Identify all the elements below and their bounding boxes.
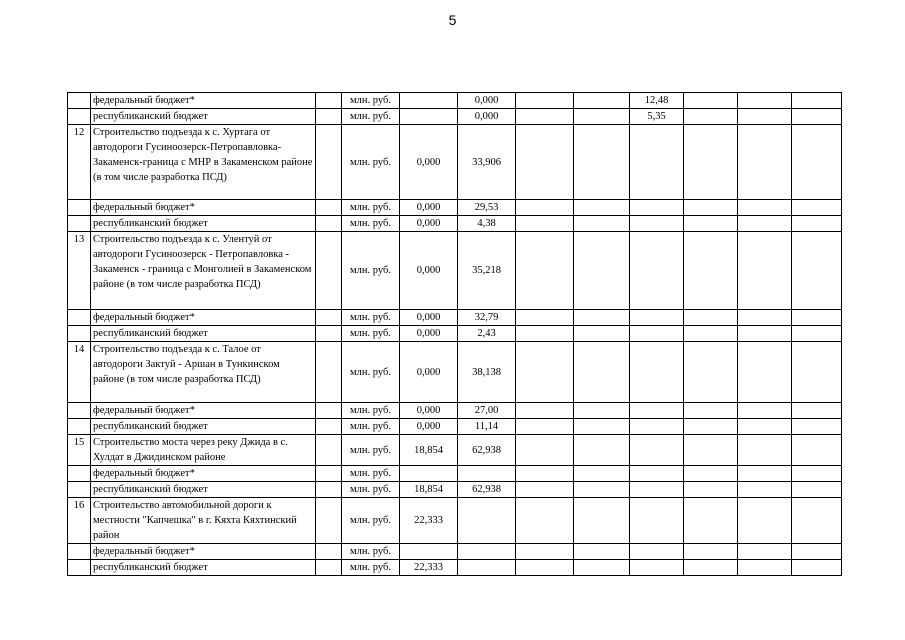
budget-source-row: [68, 466, 892, 482]
value-cell: 0,000: [400, 419, 458, 435]
budget-source-row: [68, 326, 892, 342]
value-cell: [684, 435, 738, 466]
value-cell: [630, 125, 684, 200]
value-cell: [630, 560, 684, 576]
unit-cell: млн. руб.: [342, 482, 400, 498]
value-cell: [738, 466, 792, 482]
value-cell: [792, 419, 842, 435]
value-cell: [684, 466, 738, 482]
budget-source-label: республиканский бюджет: [91, 216, 316, 232]
value-cell: 22,333: [400, 560, 458, 576]
blank-cell: [316, 109, 342, 125]
value-cell: 0,000: [458, 93, 516, 109]
budget-table: [67, 92, 892, 576]
value-cell: [792, 482, 842, 498]
value-cell: [516, 560, 574, 576]
value-cell: [684, 200, 738, 216]
row-number: [68, 93, 91, 109]
value-cell: [792, 93, 842, 109]
value-cell: 0,000: [400, 200, 458, 216]
value-cell: 0,000: [400, 403, 458, 419]
value-cell: [574, 310, 630, 326]
blank-cell: [316, 232, 342, 310]
blank-cell: [316, 544, 342, 560]
unit-cell: млн. руб.: [342, 342, 400, 403]
unit-cell: млн. руб.: [342, 232, 400, 310]
blank-cell: [316, 482, 342, 498]
value-cell: [684, 498, 738, 544]
value-cell: [792, 200, 842, 216]
value-cell: [574, 560, 630, 576]
row-number: [68, 200, 91, 216]
value-cell: [630, 310, 684, 326]
value-cell: [516, 125, 574, 200]
row-number: [68, 326, 91, 342]
value-cell: [516, 403, 574, 419]
value-cell: 12,48: [630, 93, 684, 109]
unit-cell: млн. руб.: [342, 544, 400, 560]
blank-cell: [316, 466, 342, 482]
value-cell: 0,000: [400, 310, 458, 326]
budget-source-label: федеральный бюджет*: [91, 466, 316, 482]
unit-cell: млн. руб.: [342, 93, 400, 109]
budget-source-row: [68, 482, 892, 498]
project-name: Строительство подъезда к с. Талое от автодороги Зактуй - Аршан в Тункинском районе (в том числе разработка ПСД): [91, 342, 316, 403]
value-cell: [630, 342, 684, 403]
value-cell: [516, 232, 574, 310]
value-cell: [574, 544, 630, 560]
budget-source-label: федеральный бюджет*: [91, 544, 316, 560]
row-number: [68, 466, 91, 482]
value-cell: [792, 544, 842, 560]
unit-cell: млн. руб.: [342, 200, 400, 216]
value-cell: [458, 560, 516, 576]
value-cell: [574, 232, 630, 310]
value-cell: [684, 125, 738, 200]
blank-cell: [316, 310, 342, 326]
value-cell: [516, 435, 574, 466]
value-cell: [738, 482, 792, 498]
unit-cell: млн. руб.: [342, 560, 400, 576]
value-cell: [516, 326, 574, 342]
value-cell: [574, 109, 630, 125]
value-cell: [516, 419, 574, 435]
value-cell: 27,00: [458, 403, 516, 419]
budget-source-row: [68, 216, 892, 232]
value-cell: [574, 125, 630, 200]
budget-source-row: [68, 310, 892, 326]
project-row: [68, 125, 892, 200]
value-cell: [574, 419, 630, 435]
blank-cell: [316, 125, 342, 200]
value-cell: [792, 403, 842, 419]
value-cell: 29,53: [458, 200, 516, 216]
value-cell: [684, 232, 738, 310]
value-cell: [738, 109, 792, 125]
value-cell: [738, 326, 792, 342]
value-cell: [738, 435, 792, 466]
value-cell: [738, 216, 792, 232]
value-cell: [684, 544, 738, 560]
value-cell: [684, 310, 738, 326]
budget-source-row: [68, 93, 892, 109]
value-cell: 35,218: [458, 232, 516, 310]
value-cell: [516, 544, 574, 560]
value-cell: 4,38: [458, 216, 516, 232]
row-number: [68, 109, 91, 125]
value-cell: [400, 544, 458, 560]
value-cell: [738, 498, 792, 544]
value-cell: [684, 216, 738, 232]
table-body: [68, 93, 892, 576]
value-cell: 0,000: [400, 232, 458, 310]
value-cell: 11,14: [458, 419, 516, 435]
blank-cell: [316, 93, 342, 109]
budget-source-row: [68, 419, 892, 435]
project-name: Строительство подъезда к с. Хуртага от автодороги Гусиноозерск-Петропавловка-Закаменск-граница с МНР в Закаменском районе (в том числе разработка ПСД): [91, 125, 316, 200]
value-cell: 38,138: [458, 342, 516, 403]
unit-cell: млн. руб.: [342, 326, 400, 342]
value-cell: [458, 498, 516, 544]
value-cell: [516, 200, 574, 216]
budget-source-row: [68, 560, 892, 576]
value-cell: [792, 109, 842, 125]
value-cell: [574, 342, 630, 403]
value-cell: [792, 216, 842, 232]
value-cell: [738, 125, 792, 200]
value-cell: 32,79: [458, 310, 516, 326]
budget-source-label: республиканский бюджет: [91, 482, 316, 498]
value-cell: [738, 342, 792, 403]
blank-cell: [316, 216, 342, 232]
unit-cell: млн. руб.: [342, 435, 400, 466]
value-cell: [516, 216, 574, 232]
value-cell: [630, 232, 684, 310]
unit-cell: млн. руб.: [342, 109, 400, 125]
blank-cell: [316, 435, 342, 466]
budget-source-row: [68, 200, 892, 216]
value-cell: [792, 125, 842, 200]
value-cell: [574, 435, 630, 466]
project-row: [68, 342, 892, 403]
value-cell: [516, 482, 574, 498]
project-row: [68, 232, 892, 310]
value-cell: [738, 419, 792, 435]
value-cell: [792, 310, 842, 326]
blank-cell: [316, 342, 342, 403]
value-cell: [630, 216, 684, 232]
value-cell: 0,000: [400, 216, 458, 232]
value-cell: 18,854: [400, 435, 458, 466]
budget-source-label: республиканский бюджет: [91, 109, 316, 125]
value-cell: [792, 232, 842, 310]
value-cell: [738, 93, 792, 109]
budget-source-label: республиканский бюджет: [91, 326, 316, 342]
unit-cell: млн. руб.: [342, 466, 400, 482]
value-cell: [516, 93, 574, 109]
value-cell: [574, 403, 630, 419]
value-cell: [684, 93, 738, 109]
blank-cell: [316, 403, 342, 419]
unit-cell: млн. руб.: [342, 310, 400, 326]
budget-source-label: федеральный бюджет*: [91, 310, 316, 326]
budget-source-row: [68, 403, 892, 419]
value-cell: 0,000: [400, 125, 458, 200]
value-cell: [574, 200, 630, 216]
value-cell: 2,43: [458, 326, 516, 342]
value-cell: [738, 403, 792, 419]
unit-cell: млн. руб.: [342, 498, 400, 544]
value-cell: [684, 560, 738, 576]
value-cell: [684, 482, 738, 498]
value-cell: [516, 498, 574, 544]
value-cell: 5,35: [630, 109, 684, 125]
value-cell: 18,854: [400, 482, 458, 498]
value-cell: [400, 109, 458, 125]
value-cell: [792, 466, 842, 482]
value-cell: [516, 310, 574, 326]
value-cell: [684, 326, 738, 342]
value-cell: [792, 435, 842, 466]
value-cell: 0,000: [400, 342, 458, 403]
value-cell: [516, 466, 574, 482]
budget-source-label: федеральный бюджет*: [91, 403, 316, 419]
value-cell: [630, 466, 684, 482]
value-cell: [738, 232, 792, 310]
value-cell: [516, 342, 574, 403]
value-cell: [574, 482, 630, 498]
row-number: [68, 560, 91, 576]
value-cell: [630, 482, 684, 498]
blank-cell: [316, 326, 342, 342]
budget-source-row: [68, 109, 892, 125]
value-cell: [630, 403, 684, 419]
value-cell: 33,906: [458, 125, 516, 200]
row-number: [68, 544, 91, 560]
value-cell: [684, 419, 738, 435]
blank-cell: [316, 498, 342, 544]
budget-source-label: федеральный бюджет*: [91, 200, 316, 216]
value-cell: [400, 466, 458, 482]
value-cell: 62,938: [458, 482, 516, 498]
value-cell: [738, 200, 792, 216]
value-cell: [574, 216, 630, 232]
blank-cell: [316, 560, 342, 576]
value-cell: [738, 544, 792, 560]
value-cell: [630, 498, 684, 544]
value-cell: [792, 342, 842, 403]
budget-source-label: республиканский бюджет: [91, 560, 316, 576]
value-cell: [792, 560, 842, 576]
value-cell: [458, 544, 516, 560]
value-cell: [630, 544, 684, 560]
row-number: [68, 482, 91, 498]
value-cell: [684, 403, 738, 419]
value-cell: 0,000: [458, 109, 516, 125]
page-number: 5: [448, 12, 457, 28]
value-cell: [574, 326, 630, 342]
unit-cell: млн. руб.: [342, 403, 400, 419]
value-cell: [738, 310, 792, 326]
row-number: 16: [68, 498, 91, 544]
budget-source-label: федеральный бюджет*: [91, 93, 316, 109]
value-cell: [792, 326, 842, 342]
row-number: 12: [68, 125, 91, 200]
project-row: [68, 435, 892, 466]
value-cell: [792, 498, 842, 544]
value-cell: [630, 200, 684, 216]
row-number: [68, 403, 91, 419]
blank-cell: [316, 419, 342, 435]
value-cell: [630, 326, 684, 342]
value-cell: [738, 560, 792, 576]
value-cell: [630, 419, 684, 435]
value-cell: 62,938: [458, 435, 516, 466]
value-cell: [630, 435, 684, 466]
row-number: 13: [68, 232, 91, 310]
row-number: [68, 216, 91, 232]
value-cell: [684, 342, 738, 403]
unit-cell: млн. руб.: [342, 216, 400, 232]
value-cell: [516, 109, 574, 125]
value-cell: [684, 109, 738, 125]
row-number: 15: [68, 435, 91, 466]
budget-source-row: [68, 544, 892, 560]
value-cell: [574, 466, 630, 482]
project-name: Строительство моста через реку Джида в с. Хулдат в Джидинском районе: [91, 435, 316, 466]
row-number: [68, 419, 91, 435]
budget-source-label: республиканский бюджет: [91, 419, 316, 435]
value-cell: [574, 498, 630, 544]
row-number: 14: [68, 342, 91, 403]
value-cell: [458, 466, 516, 482]
project-name: Строительство автомобильной дороги к местности "Капчешка" в г. Кяхта Кяхтинский район: [91, 498, 316, 544]
blank-cell: [316, 200, 342, 216]
row-number: [68, 310, 91, 326]
unit-cell: млн. руб.: [342, 125, 400, 200]
value-cell: [574, 93, 630, 109]
unit-cell: млн. руб.: [342, 419, 400, 435]
value-cell: 0,000: [400, 326, 458, 342]
value-cell: [400, 93, 458, 109]
value-cell: 22,333: [400, 498, 458, 544]
project-name: Строительство подъезда к с. Улентуй от автодороги Гусиноозерск - Петропавловка - Закаменск - граница с Монголией в Закаменском районе (в том числе разработка ПСД): [91, 232, 316, 310]
project-row: [68, 498, 892, 544]
